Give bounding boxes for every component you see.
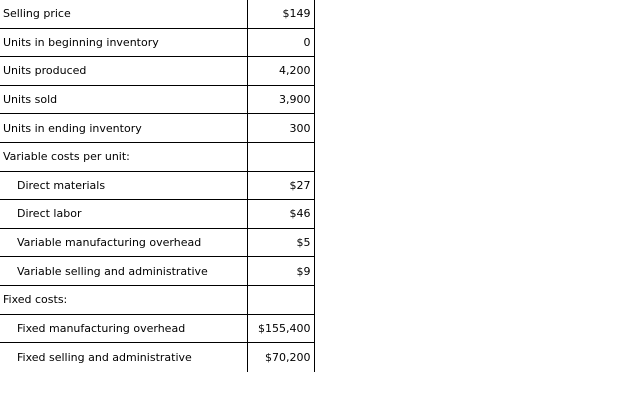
- row-variable-mfg-overhead: [0, 228, 314, 257]
- row-value: $5: [247, 228, 314, 257]
- row-ending-inventory: [0, 114, 314, 143]
- row-label: Variable manufacturing overhead: [0, 228, 247, 257]
- row-direct-labor: [0, 200, 314, 229]
- row-label: Units produced: [0, 57, 247, 86]
- row-label: Direct materials: [0, 171, 247, 200]
- row-value: 0: [247, 28, 314, 57]
- row-variable-costs-header: [0, 142, 314, 171]
- row-fixed-mfg-overhead: [0, 314, 314, 343]
- row-label: Units sold: [0, 85, 247, 114]
- row-beginning-inventory: [0, 28, 314, 57]
- row-value: 4,200: [247, 57, 314, 86]
- row-value: 300: [247, 114, 314, 143]
- row-label: Fixed manufacturing overhead: [0, 314, 247, 343]
- row-fixed-selling-admin: [0, 343, 314, 373]
- row-label: Units in ending inventory: [0, 114, 247, 143]
- row-value: $9: [247, 257, 314, 286]
- row-value: [247, 142, 314, 171]
- row-value: 3,900: [247, 85, 314, 114]
- row-value: $46: [247, 200, 314, 229]
- row-direct-materials: [0, 171, 314, 200]
- section-heading: Variable costs per unit:: [0, 142, 247, 171]
- row-value: $149: [247, 0, 314, 28]
- section-heading: Fixed costs:: [0, 285, 247, 314]
- row-label: Variable selling and administrative: [0, 257, 247, 286]
- row-units-produced: [0, 57, 314, 86]
- row-value: $155,400: [247, 314, 314, 343]
- row-label: Units in beginning inventory: [0, 28, 247, 57]
- row-variable-selling-admin: [0, 257, 314, 286]
- row-value: $70,200: [247, 343, 314, 373]
- row-label: Fixed selling and administrative: [0, 343, 247, 373]
- row-selling-price: [0, 0, 314, 28]
- row-label: Selling price: [0, 0, 247, 28]
- row-units-sold: [0, 85, 314, 114]
- row-value: [247, 285, 314, 314]
- row-value: $27: [247, 171, 314, 200]
- row-label: Direct labor: [0, 200, 247, 229]
- cost-data-table: [0, 0, 315, 372]
- row-fixed-costs-header: [0, 285, 314, 314]
